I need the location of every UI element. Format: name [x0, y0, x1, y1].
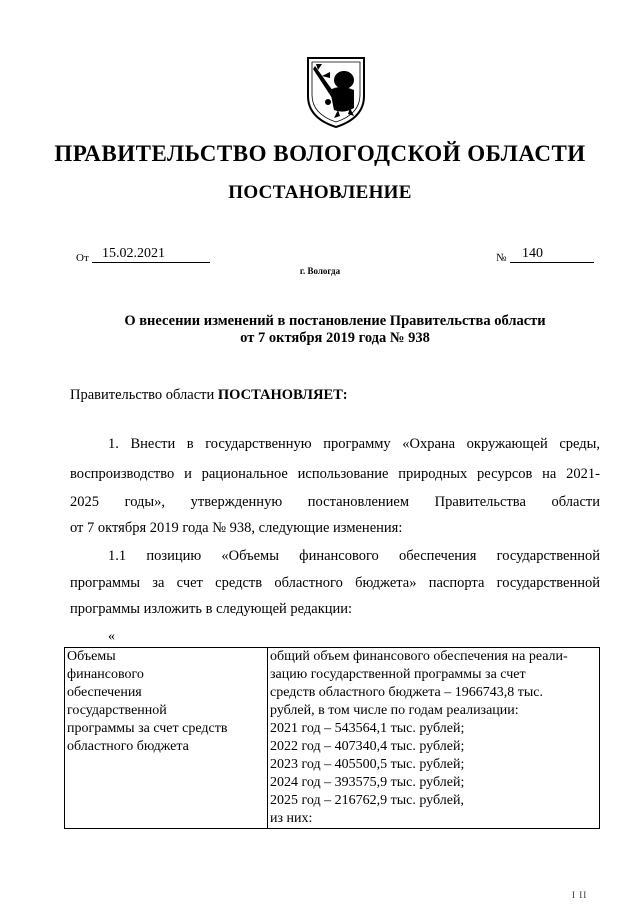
description-line: зацию государственной программы за счет: [270, 667, 526, 682]
position-line: программы за счет средств: [67, 721, 228, 736]
item11-line: 1.1 позицию «Объемы финансового обеспечения государственной: [108, 548, 600, 564]
subject-line: О внесении изменений в постановление Правительства области: [124, 313, 546, 329]
document-number: 140: [510, 245, 594, 263]
resolve-word: ПОСТАНОВЛЯЕТ:: [217, 387, 348, 403]
description-line: 2025 год – 216762,9 тыс. рублей,: [270, 793, 464, 808]
item1-line: воспроизводство и рациональное использование природных ресурсов на 2021-: [70, 466, 600, 482]
document-type: ПОСТАНОВЛЕНИЕ: [228, 182, 412, 203]
opening-quote: «: [108, 629, 115, 644]
description-line: 2021 год – 543564,1 тыс. рублей;: [270, 721, 465, 736]
position-line: обеспечения: [67, 685, 142, 700]
number-prefix: №: [496, 252, 507, 264]
description-line: общий объем финансового обеспечения на реали-: [270, 649, 568, 664]
position-line: государственной: [67, 703, 167, 718]
description-line: 2023 год – 405500,5 тыс. рублей;: [270, 757, 465, 772]
description-line: 2022 год – 407340,4 тыс. рублей;: [270, 739, 465, 754]
finance-table: [64, 647, 600, 829]
resolve-prefix: Правительство области: [70, 387, 218, 403]
position-line: Объемы: [67, 649, 116, 664]
document-subject: [70, 313, 600, 347]
item11-line: программы за счет средств областного бюджета» паспорта государственной: [70, 575, 600, 591]
description-line: рублей, в том числе по годам реализации:: [270, 703, 519, 718]
position-line: областного бюджета: [67, 739, 189, 754]
item11-line: программы изложить в следующей редакции:: [70, 601, 353, 617]
description-cell: [268, 648, 600, 829]
organization-title: ПРАВИТЕЛЬСТВО ВОЛОГОДСКОЙ ОБЛАСТИ: [54, 141, 586, 166]
position-line: финансового: [67, 667, 144, 682]
description-line: 2024 год – 393575,9 тыс. рублей;: [270, 775, 465, 790]
date-prefix: От: [76, 252, 89, 264]
description-line: из них:: [270, 811, 313, 826]
city-label: г. Вологда: [299, 266, 341, 276]
item1-line: 1. Внести в государственную программу «Охрана окружающей среды,: [108, 436, 600, 452]
description-line: средств областного бюджета – 1966743,8 тыс.: [270, 685, 543, 700]
position-cell: [65, 648, 268, 829]
document-date: 15.02.2021: [92, 245, 210, 263]
subject-line: от 7 октября 2019 года № 938: [240, 330, 430, 346]
page-footer-mark: I II: [572, 890, 588, 900]
item1-line: от 7 октября 2019 года № 938, следующие изменения:: [70, 520, 403, 536]
item1-line: 2025 годы», утвержденную постановлением Правительства области: [70, 494, 600, 510]
resolve-paragraph: [70, 387, 600, 404]
coat-of-arms-emblem: [300, 52, 372, 130]
table-row: [65, 648, 600, 829]
